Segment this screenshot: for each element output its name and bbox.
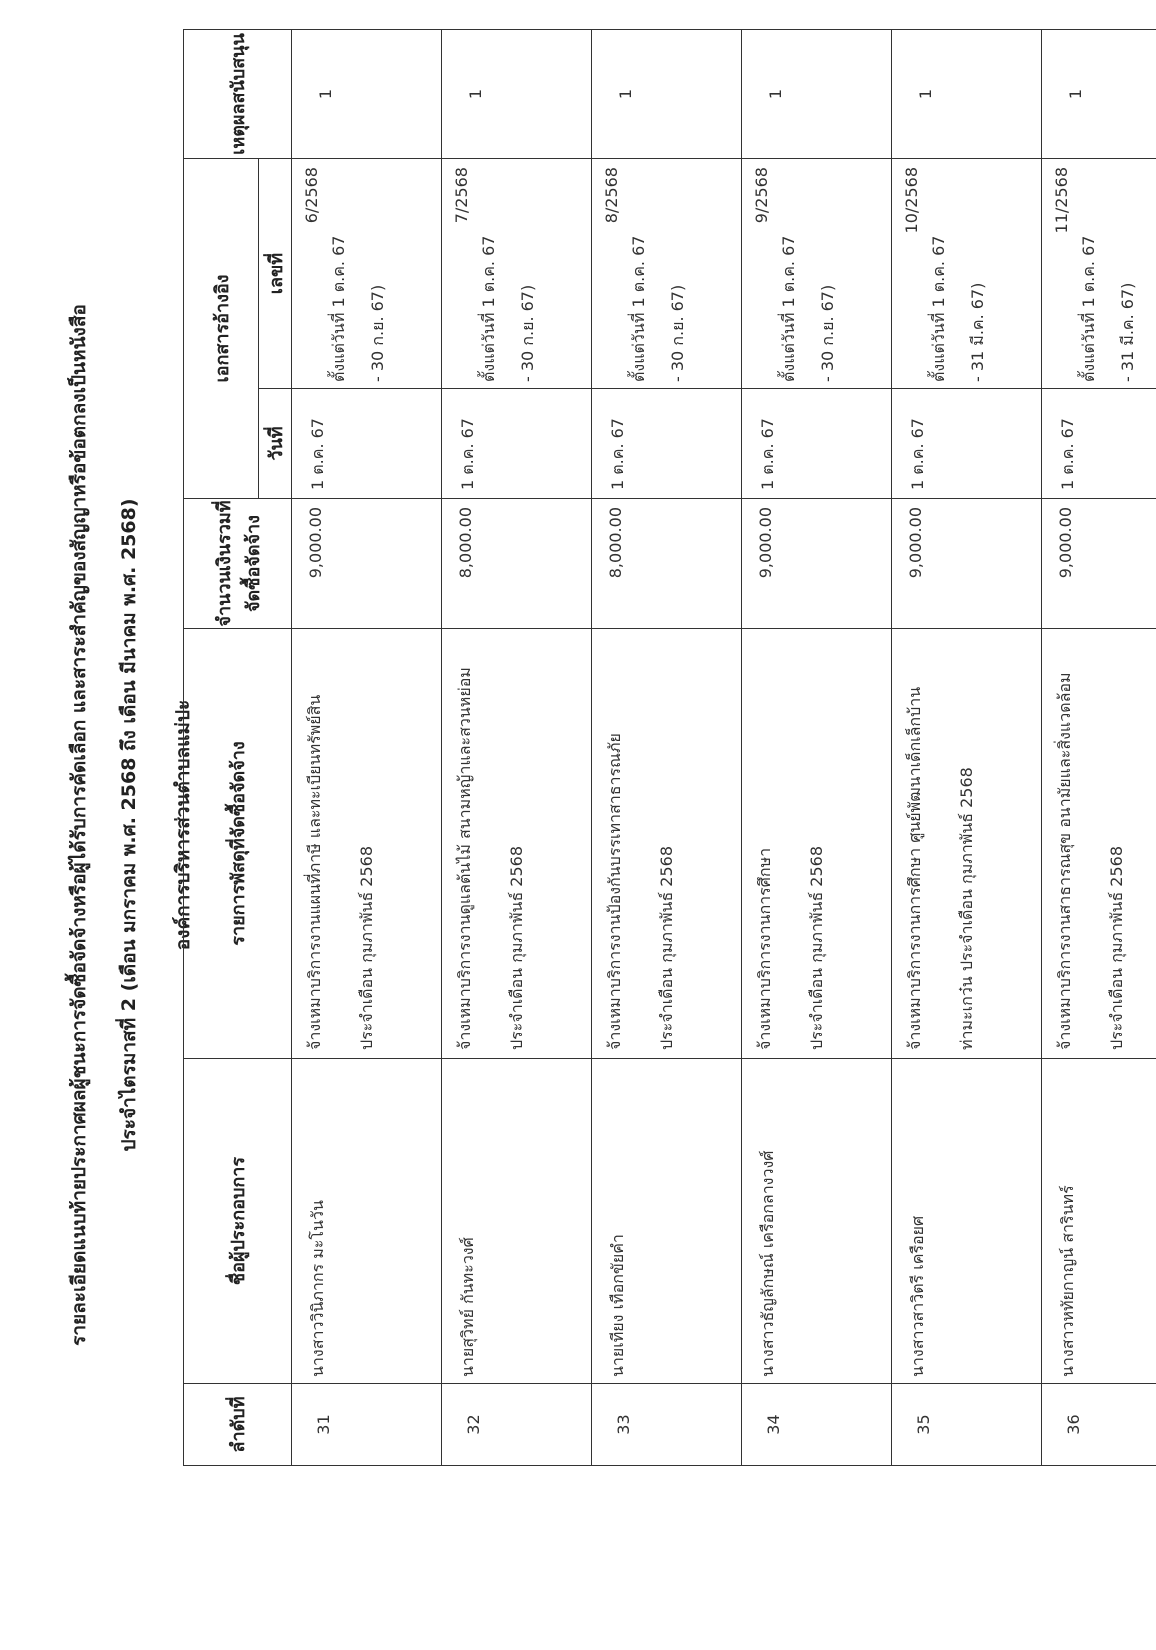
ref-range-end: - 30 ก.ย. 67) bbox=[368, 284, 387, 382]
ref-number: 9/2568 bbox=[752, 167, 771, 224]
cell-date: 1 ต.ค. 67 bbox=[1042, 389, 1156, 499]
item-line: ประจำเดือน กุมภาพันธ์ 2568 bbox=[807, 845, 826, 1050]
header-amount: จำนวนเงินรวมที่จัดซื้อจัดจ้าง bbox=[184, 499, 292, 629]
table-row bbox=[742, 30, 892, 1466]
cell-item bbox=[442, 629, 592, 1059]
cell-reason: 1 bbox=[592, 30, 742, 159]
cell-ref bbox=[742, 159, 892, 389]
ref-range-start: ตั้งแต่วันที่ 1 ต.ค. 67 bbox=[1079, 235, 1098, 382]
ref-number: 11/2568 bbox=[1052, 167, 1071, 234]
cell-no: 34 bbox=[742, 1384, 892, 1466]
cell-amount: 9,000.00 bbox=[742, 499, 892, 629]
procurement-table bbox=[183, 29, 1156, 1466]
cell-amount: 8,000.00 bbox=[442, 499, 592, 629]
table-row bbox=[1042, 30, 1156, 1466]
item-line: จ้างเหมาบริการงานสาธารณสุข อนามัยและสิ่งแวดล้อม bbox=[1055, 672, 1074, 1050]
header-no: ลำดับที่ bbox=[184, 1384, 292, 1466]
ref-range-start: ตั้งแต่วันที่ 1 ต.ค. 67 bbox=[779, 235, 798, 382]
cell-no: 33 bbox=[592, 1384, 742, 1466]
document-title: รายละเอียดแนบท้ายประกาศผลผู้ชนะการจัดซื้อจัดจ้างหรือผู้ได้รับการคัดเลือก และสาระสำคัญของสัญญาหรือข้อตกลงเป็นหนังสือ bbox=[68, 304, 90, 1346]
ref-number: 6/2568 bbox=[302, 167, 321, 224]
item-line: จ้างเหมาบริการงานการศึกษา ศูนย์พัฒนาเด็กเล็กบ้าน bbox=[905, 686, 924, 1050]
table-row bbox=[292, 30, 442, 1466]
ref-range-end: - 30 ก.ย. 67) bbox=[818, 284, 837, 382]
item-line: ประจำเดือน กุมภาพันธ์ 2568 bbox=[357, 845, 376, 1050]
cell-ref bbox=[1042, 159, 1156, 389]
ref-range-end: - 30 ก.ย. 67) bbox=[518, 284, 537, 382]
header-reference: เอกสารอ้างอิง bbox=[184, 159, 259, 499]
cell-ref bbox=[292, 159, 442, 389]
cell-date: 1 ต.ค. 67 bbox=[292, 389, 442, 499]
cell-reason: 1 bbox=[442, 30, 592, 159]
cell-ref bbox=[442, 159, 592, 389]
cell-item bbox=[892, 629, 1042, 1059]
ref-range-end: - 31 มี.ค. 67) bbox=[1118, 282, 1137, 382]
header-date: วันที่ bbox=[259, 389, 292, 499]
cell-date: 1 ต.ค. 67 bbox=[892, 389, 1042, 499]
cell-reason: 1 bbox=[892, 30, 1042, 159]
cell-vendor: นางสาวธัญลักษณ์ เครือกลางวงศ์ bbox=[742, 1059, 892, 1384]
header-ref-no: เลขที่ bbox=[259, 159, 292, 389]
document-period: ประจำไตรมาสที่ 2 (เดือน มกราคม พ.ศ. 2568 ถึง เดือน มีนาคม พ.ศ. 2568) bbox=[118, 498, 140, 1152]
cell-ref bbox=[592, 159, 742, 389]
item-line: ท่ามะเกว๋น ประจำเดือน กุมภาพันธ์ 2568 bbox=[957, 767, 976, 1050]
cell-reason: 1 bbox=[1042, 30, 1156, 159]
cell-no: 32 bbox=[442, 1384, 592, 1466]
cell-reason: 1 bbox=[292, 30, 442, 159]
document-organization: องค์การบริหารส่วนตำบลแม่ปะ bbox=[172, 699, 194, 951]
table-row bbox=[442, 30, 592, 1466]
ref-range-start: ตั้งแต่วันที่ 1 ต.ค. 67 bbox=[929, 235, 948, 382]
cell-amount: 9,000.00 bbox=[292, 499, 442, 629]
table-row bbox=[892, 30, 1042, 1466]
ref-range-end: - 31 มี.ค. 67) bbox=[968, 282, 987, 382]
cell-date: 1 ต.ค. 67 bbox=[742, 389, 892, 499]
item-line: ประจำเดือน กุมภาพันธ์ 2568 bbox=[657, 845, 676, 1050]
ref-range-start: ตั้งแต่วันที่ 1 ต.ค. 67 bbox=[479, 235, 498, 382]
cell-item bbox=[742, 629, 892, 1059]
ref-number: 8/2568 bbox=[602, 167, 621, 224]
cell-vendor: นายเทียง เทือกขัยคำ bbox=[592, 1059, 742, 1384]
table-row bbox=[592, 30, 742, 1466]
cell-reason: 1 bbox=[742, 30, 892, 159]
header-reason: เหตุผลสนับสนุน bbox=[184, 30, 292, 159]
header-item: รายการพัสดุที่จัดซื้อจัดจ้าง bbox=[184, 629, 292, 1059]
cell-date: 1 ต.ค. 67 bbox=[442, 389, 592, 499]
cell-vendor: นางสาวหทัยกาญน์ สารินทร์ bbox=[1042, 1059, 1156, 1384]
cell-amount: 9,000.00 bbox=[1042, 499, 1156, 629]
item-line: จ้างเหมาบริการงานดูแลต้นไม้ สนามหญ้าและสวนหย่อม bbox=[455, 667, 474, 1050]
cell-amount: 8,000.00 bbox=[592, 499, 742, 629]
cell-no: 35 bbox=[892, 1384, 1042, 1466]
cell-item bbox=[592, 629, 742, 1059]
cell-date: 1 ต.ค. 67 bbox=[592, 389, 742, 499]
cell-no: 31 bbox=[292, 1384, 442, 1466]
ref-range-end: - 30 ก.ย. 67) bbox=[668, 284, 687, 382]
cell-ref bbox=[892, 159, 1042, 389]
item-line: ประจำเดือน กุมภาพันธ์ 2568 bbox=[507, 845, 526, 1050]
cell-item bbox=[1042, 629, 1156, 1059]
cell-vendor: นายสุวิทย์ กันทะวงศ์ bbox=[442, 1059, 592, 1384]
item-line: จ้างเหมาบริการงานการศึกษา bbox=[755, 847, 774, 1050]
ref-number: 7/2568 bbox=[452, 167, 471, 224]
item-line: ประจำเดือน กุมภาพันธ์ 2568 bbox=[1107, 845, 1126, 1050]
cell-item bbox=[292, 629, 442, 1059]
ref-range-start: ตั้งแต่วันที่ 1 ต.ค. 67 bbox=[629, 235, 648, 382]
item-line: จ้างเหมาบริการงานแผนที่ภาษี และทะเบียนทรัพย์สิน bbox=[305, 694, 324, 1050]
header-vendor: ชื่อผู้ประกอบการ bbox=[184, 1059, 292, 1384]
item-line: จ้างเหมาบริการงานป้องกันบรรเทาสาธารณภัย bbox=[605, 733, 624, 1050]
cell-amount: 9,000.00 bbox=[892, 499, 1042, 629]
ref-range-start: ตั้งแต่วันที่ 1 ต.ค. 67 bbox=[329, 235, 348, 382]
cell-no: 36 bbox=[1042, 1384, 1156, 1466]
cell-vendor: นางสาววินิภากร มะโนวัน bbox=[292, 1059, 442, 1384]
ref-number: 10/2568 bbox=[902, 167, 921, 234]
cell-vendor: นางสาวสาวิตรี เครือยศ bbox=[892, 1059, 1042, 1384]
